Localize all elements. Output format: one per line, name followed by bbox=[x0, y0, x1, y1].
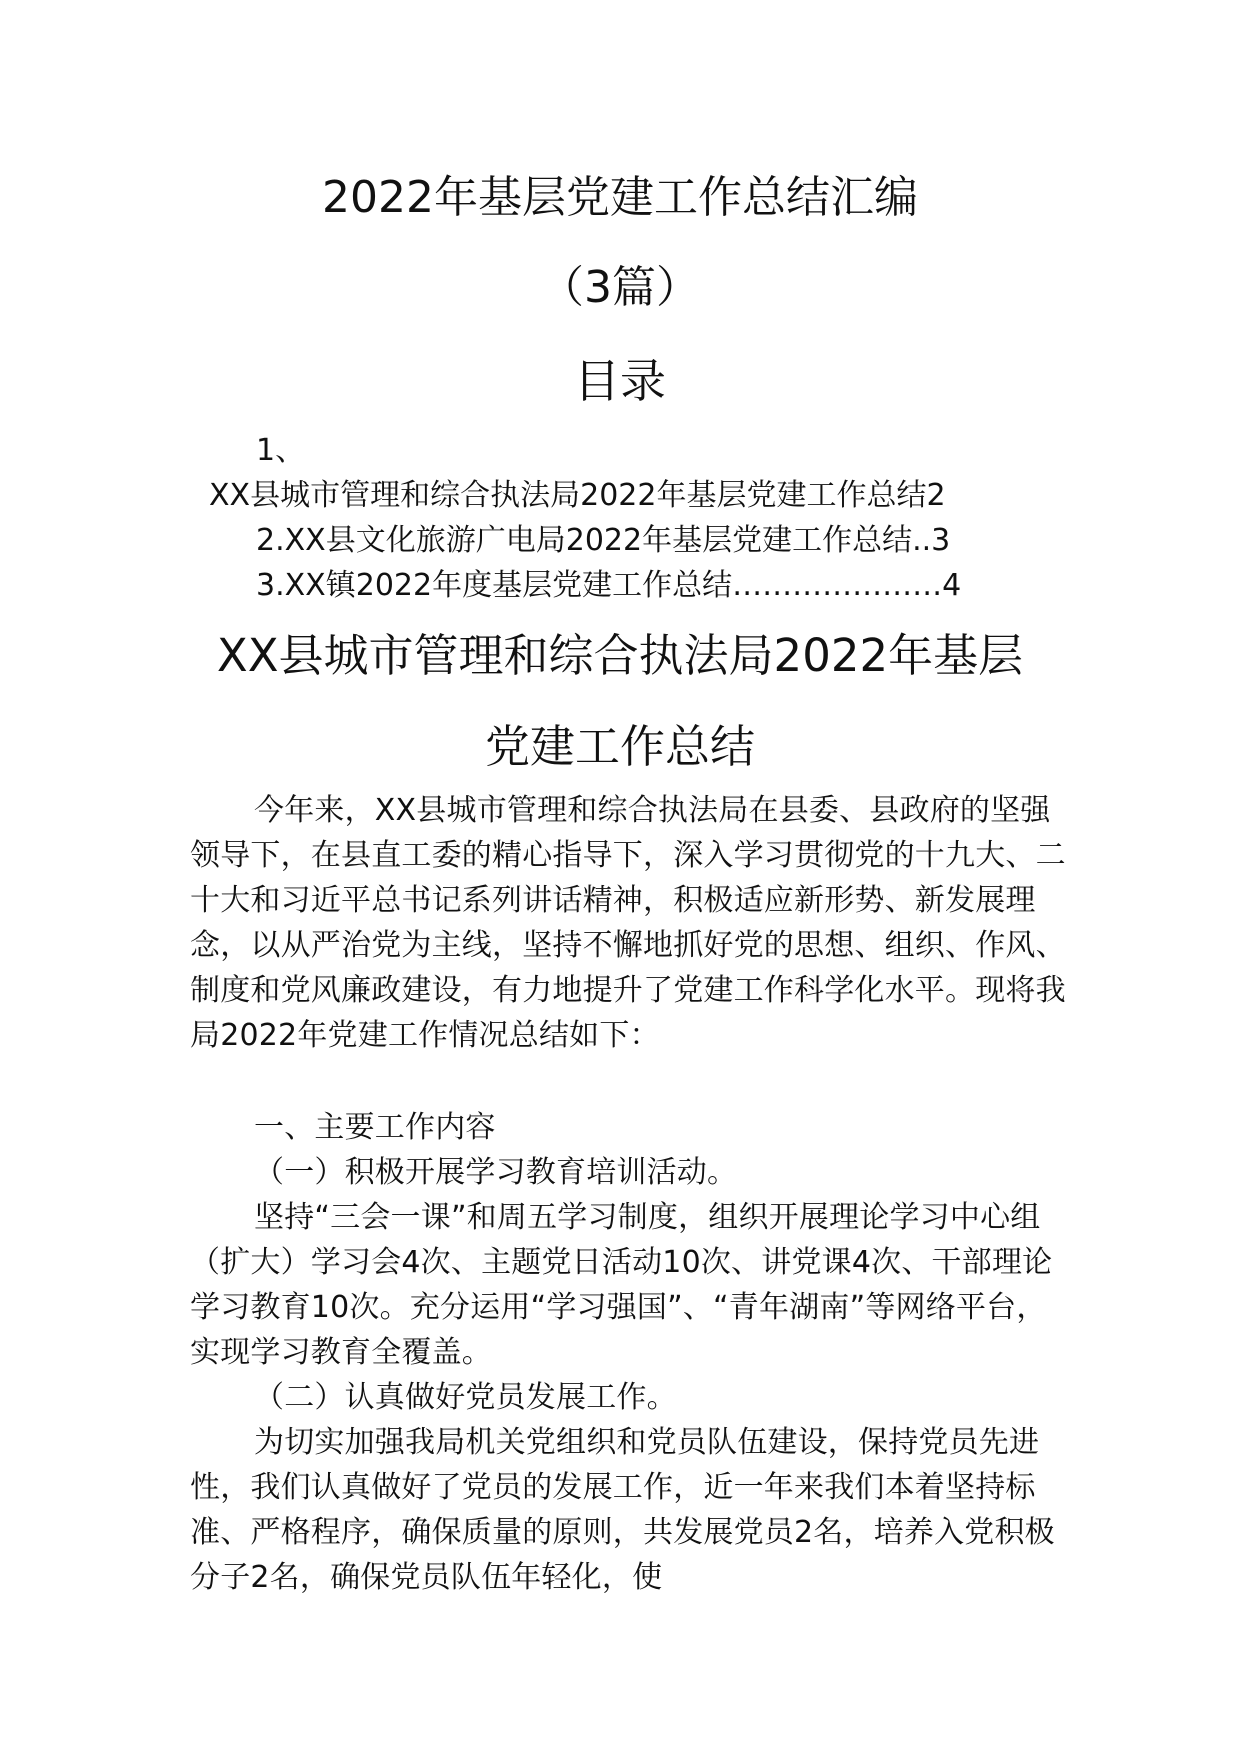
member-development-paragraph: 为切实加强我局机关党组织和党员队伍建设，保持党员先进性，我们认真做好了党员的发展工作，近一年来我们本着坚持标准、严格程序，确保质量的原则，共发展党员2名，培养入党积极分子2名，确保党员队伍年轻化，使 bbox=[190, 1425, 1055, 1595]
toc-item-number: 1、 bbox=[256, 433, 306, 468]
article-intro-paragraph: 今年来，XX县城市管理和综合执法局在县委、县政府的坚强领导下，在县直工委的精心指导下，深入学习贯彻党的十九大、二十大和习近平总书记系列讲话精神，积极适应新形势、新发展理念，以从严治党为主线，坚持不懈地抓好党的思想、组织、作风、制度和党风廉政建设，有力地提升了党建工作科学化水平。现将我局2022年党建工作情况总结如下： bbox=[190, 793, 1066, 1053]
article-title-line2: 党建工作总结 bbox=[484, 720, 755, 773]
subsection-heading-2: （二）认真做好党员发展工作。 bbox=[254, 1380, 677, 1415]
toc-item-3[interactable]: 3.XX镇2022年度基层党建工作总结…………………4 bbox=[256, 568, 962, 603]
toc-item-1[interactable]: XX县城市管理和综合执法局2022年基层党建工作总结2 bbox=[209, 478, 946, 513]
study-paragraph: 坚持“三会一课”和周五学习制度，组织开展理论学习中心组（扩大）学习会4次、主题党日活动10次、讲党课4次、干部理论学习教育10次。充分运用“学习强国”、“青年湖南”等网络平台，实现学习教育全覆盖。 bbox=[190, 1200, 1053, 1370]
document-count: （3篇） bbox=[540, 262, 700, 313]
section-heading-1: 一、主要工作内容 bbox=[254, 1110, 496, 1145]
subsection-heading-1: （一）积极开展学习教育培训活动。 bbox=[254, 1155, 738, 1190]
document-title: 2022年基层党建工作总结汇编 bbox=[322, 172, 918, 223]
toc-item-2[interactable]: 2.XX县文化旅游广电局2022年基层党建工作总结..3 bbox=[256, 523, 951, 558]
article-title-line1: XX县城市管理和综合执法局2022年基层 bbox=[216, 629, 1024, 682]
toc-heading: 目录 bbox=[574, 354, 666, 408]
